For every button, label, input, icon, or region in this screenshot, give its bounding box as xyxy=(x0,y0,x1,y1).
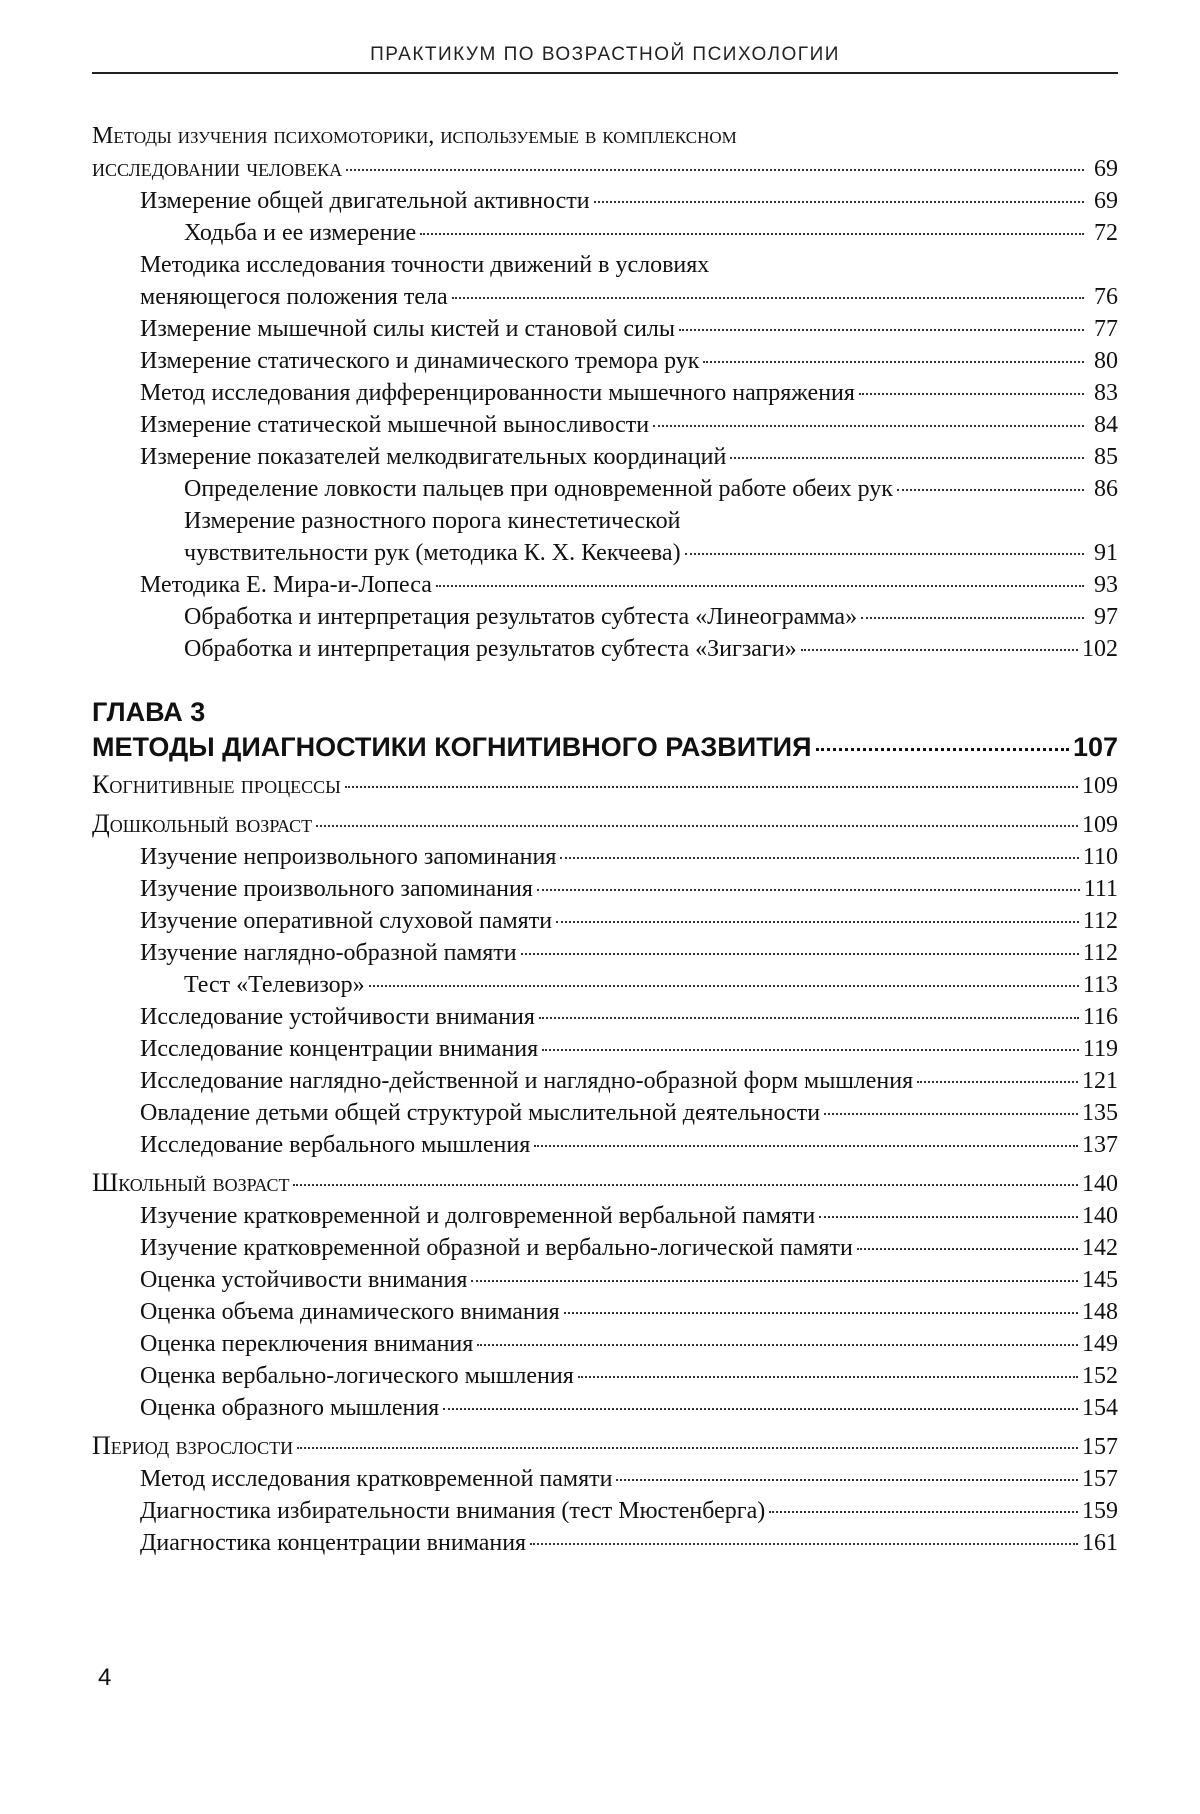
toc-entry-page: 72 xyxy=(1094,220,1118,246)
toc-entry-page: 137 xyxy=(1082,1132,1118,1158)
toc-entry-title: Когнитивные процессы xyxy=(92,770,341,799)
toc-entry[interactable] xyxy=(92,1200,1118,1232)
chapter-heading xyxy=(92,695,1118,765)
toc-entry-title: Оценка переключения внимания xyxy=(140,1331,474,1357)
toc-entry-section[interactable] xyxy=(92,808,1118,841)
toc-entry-chapter[interactable] xyxy=(92,729,1118,765)
dot-leader xyxy=(293,1184,1078,1186)
toc-entry-page: 161 xyxy=(1082,1530,1118,1556)
dot-leader xyxy=(477,1344,1078,1346)
toc-entry-title: исследовании человека xyxy=(92,153,343,182)
toc-entry[interactable] xyxy=(92,1264,1118,1296)
toc-entry-page: 116 xyxy=(1082,1004,1118,1030)
toc-entry-title: Изучение кратковременной образной и вербально-логической памяти xyxy=(140,1235,853,1261)
toc-entry-title: Тест «Телевизор» xyxy=(184,972,365,998)
toc-entry-section[interactable] xyxy=(92,1430,1118,1463)
dot-leader xyxy=(730,457,1084,459)
toc-entry-title: Оценка объема динамического внимания xyxy=(140,1299,560,1325)
toc-entry-page: 85 xyxy=(1094,444,1118,470)
toc-entry-page: 110 xyxy=(1082,844,1118,870)
toc-entry[interactable] xyxy=(92,873,1118,905)
toc-entry[interactable] xyxy=(92,1232,1118,1264)
toc-entry-line: Методика исследования точности движений в условиях xyxy=(140,252,710,278)
dot-leader xyxy=(801,649,1078,651)
dot-leader xyxy=(556,921,1079,923)
toc-entry[interactable] xyxy=(92,1392,1118,1424)
toc-entry-title: Измерение мышечной силы кистей и становой силы xyxy=(140,316,676,342)
toc-entry-line: Измерение разностного порога кинестетической xyxy=(184,508,681,534)
toc-entry-title: Изучение непроизвольного запоминания xyxy=(140,844,557,870)
toc-entry-page: 135 xyxy=(1082,1100,1118,1126)
toc-entry-page: 140 xyxy=(1082,1203,1118,1229)
toc-entry-title: Диагностика концентрации внимания xyxy=(140,1530,527,1556)
toc-entry-page: 154 xyxy=(1082,1395,1118,1421)
dot-leader xyxy=(560,857,1079,859)
dot-leader xyxy=(653,425,1084,427)
toc-entry[interactable] xyxy=(92,601,1118,633)
dot-leader xyxy=(819,1216,1078,1218)
toc-entry[interactable] xyxy=(92,345,1118,377)
dot-leader xyxy=(594,201,1084,203)
dot-leader xyxy=(816,748,1069,751)
toc-entry-page: 152 xyxy=(1082,1363,1118,1389)
toc-entry-section[interactable] xyxy=(92,1167,1118,1200)
toc-entry[interactable] xyxy=(92,1129,1118,1161)
dot-leader xyxy=(703,361,1084,363)
toc-entry-title: Оценка устойчивости внимания xyxy=(140,1267,468,1293)
toc-entry-page: 159 xyxy=(1082,1498,1118,1524)
toc-entry-page: 84 xyxy=(1094,412,1118,438)
toc-entry-title: Изучение произвольного запоминания xyxy=(140,876,533,902)
dot-leader xyxy=(564,1312,1078,1314)
toc-entry-title: Школьный возраст xyxy=(92,1168,290,1197)
toc-entry-section[interactable] xyxy=(92,769,1118,802)
toc-entry[interactable] xyxy=(92,313,1118,345)
dot-leader xyxy=(452,297,1084,299)
dot-leader xyxy=(897,489,1084,491)
toc-entry-page: 109 xyxy=(1082,773,1118,799)
running-head: ПРАКТИКУМ ПО ВОЗРАСТНОЙ ПСИХОЛОГИИ xyxy=(370,44,840,65)
toc-entry-page: 69 xyxy=(1094,188,1118,214)
toc-entry[interactable] xyxy=(92,1328,1118,1360)
toc-entry-page: 119 xyxy=(1082,1036,1118,1062)
toc-entry[interactable] xyxy=(92,377,1118,409)
dot-leader xyxy=(769,1511,1078,1513)
dot-leader xyxy=(578,1376,1078,1378)
toc-entry-title: Ходьба и ее измерение xyxy=(184,220,417,246)
toc-entry-page: 112 xyxy=(1082,908,1118,934)
toc-entry-title: Измерение показателей мелкодвигательных координаций xyxy=(140,444,727,470)
toc-entry-page: 69 xyxy=(1094,156,1118,182)
toc-entry[interactable] xyxy=(92,937,1118,969)
toc-entry-page: 113 xyxy=(1082,972,1118,998)
toc-entry[interactable] xyxy=(92,1495,1118,1527)
toc-entry-page: 112 xyxy=(1082,940,1118,966)
toc-entry-page: 97 xyxy=(1094,604,1118,630)
toc-entry-page: 102 xyxy=(1082,636,1118,662)
dot-leader xyxy=(685,553,1084,555)
toc-entry[interactable] xyxy=(92,569,1118,601)
table-of-contents xyxy=(92,120,1118,1559)
toc-entry[interactable] xyxy=(92,1296,1118,1328)
header-rule xyxy=(92,72,1118,74)
toc-entry-page: 142 xyxy=(1082,1235,1118,1261)
toc-entry-title: Оценка образного мышления xyxy=(140,1395,440,1421)
dot-leader xyxy=(521,953,1079,955)
toc-entry-title: Изучение оперативной слуховой памяти xyxy=(140,908,553,934)
toc-entry[interactable] xyxy=(92,1360,1118,1392)
dot-leader xyxy=(471,1280,1078,1282)
dot-leader xyxy=(917,1081,1078,1083)
toc-entry-title: Диагностика избирательности внимания (тест Мюстенберга) xyxy=(140,1498,766,1524)
toc-entry[interactable] xyxy=(92,969,1118,1001)
toc-entry-title: Обработка и интерпретация результатов субтеста «Зигзаги» xyxy=(184,636,797,662)
toc-entry-title: Обработка и интерпретация результатов субтеста «Линеограмма» xyxy=(184,604,858,630)
dot-leader xyxy=(859,393,1084,395)
toc-entry-page: 76 xyxy=(1094,284,1118,310)
toc-entry-title: Методика Е. Мира-и-Лопеса xyxy=(140,572,432,598)
toc-entry-title: Метод исследования кратковременной памяти xyxy=(140,1466,613,1492)
dot-leader xyxy=(861,617,1084,619)
toc-entry-title: меняющегося положения тела xyxy=(140,284,448,310)
toc-entry[interactable] xyxy=(92,217,1118,249)
dot-leader xyxy=(369,985,1079,987)
toc-entry-page: 145 xyxy=(1082,1267,1118,1293)
toc-entry-page: 77 xyxy=(1094,316,1118,342)
dot-leader xyxy=(857,1248,1078,1250)
toc-entry-title: Измерение статического и динамического тремора рук xyxy=(140,348,700,374)
dot-leader xyxy=(616,1479,1078,1481)
toc-entry-title: Исследование концентрации внимания xyxy=(140,1036,539,1062)
chapter-label: ГЛАВА 3 xyxy=(92,697,206,727)
toc-entry-title: Изучение наглядно-образной памяти xyxy=(140,940,517,966)
toc-entry-title: Измерение общей двигательной активности xyxy=(140,188,590,214)
toc-entry-page: 111 xyxy=(1083,876,1118,902)
toc-entry-page: 109 xyxy=(1082,812,1118,838)
toc-entry-title: Определение ловкости пальцев при одновременной работе обеих рук xyxy=(184,476,893,502)
dot-leader xyxy=(443,1408,1078,1410)
toc-entry-title: Исследование вербального мышления xyxy=(140,1132,531,1158)
dot-leader xyxy=(345,786,1078,788)
toc-entry-title: Оценка вербально-логического мышления xyxy=(140,1363,574,1389)
toc-entry-page: 93 xyxy=(1094,572,1118,598)
toc-entry-page: 140 xyxy=(1082,1171,1118,1197)
dot-leader xyxy=(297,1447,1078,1449)
dot-leader xyxy=(679,329,1084,331)
toc-entry-page: 80 xyxy=(1094,348,1118,374)
toc-entry[interactable] xyxy=(92,905,1118,937)
section-title-line: Методы изучения психомоторики, используемые в комплексном xyxy=(92,123,737,149)
toc-entry-title: Изучение кратковременной и долговременной вербальной памяти xyxy=(140,1203,816,1229)
toc-entry-page: 86 xyxy=(1094,476,1118,502)
toc-entry-page: 149 xyxy=(1082,1331,1118,1357)
toc-entry-title: Исследование наглядно-действенной и наглядно-образной форм мышления xyxy=(140,1068,914,1094)
toc-entry-title: Овладение детьми общей структурой мыслительной деятельности xyxy=(140,1100,821,1126)
toc-entry[interactable] xyxy=(92,1463,1118,1495)
dot-leader xyxy=(530,1543,1078,1545)
toc-entry-page: 107 xyxy=(1072,732,1118,762)
dot-leader xyxy=(346,169,1084,171)
toc-entry-page: 91 xyxy=(1094,540,1118,566)
toc-entry-title: Исследование устойчивости внимания xyxy=(140,1004,535,1030)
dot-leader xyxy=(420,233,1084,235)
toc-entry[interactable] xyxy=(92,633,1118,665)
toc-entry[interactable] xyxy=(92,1001,1118,1033)
toc-entry-section[interactable] xyxy=(92,152,1118,185)
toc-entry[interactable] xyxy=(92,281,1118,313)
page-number: 4 xyxy=(98,1664,112,1691)
chapter-title: МЕТОДЫ ДИАГНОСТИКИ КОГНИТИВНОГО РАЗВИТИЯ xyxy=(92,732,812,762)
dot-leader xyxy=(542,1049,1079,1051)
toc-entry-page: 157 xyxy=(1082,1466,1118,1492)
toc-entry[interactable] xyxy=(92,473,1118,505)
toc-entry[interactable] xyxy=(92,1065,1118,1097)
toc-entry-title: Период взрослости xyxy=(92,1431,294,1460)
dot-leader xyxy=(824,1113,1078,1115)
toc-entry[interactable] xyxy=(92,409,1118,441)
dot-leader xyxy=(534,1145,1078,1147)
dot-leader xyxy=(537,889,1080,891)
toc-entry[interactable] xyxy=(92,441,1118,473)
toc-entry[interactable] xyxy=(92,537,1118,569)
toc-entry[interactable] xyxy=(92,185,1118,217)
toc-entry[interactable] xyxy=(92,1527,1118,1559)
toc-entry[interactable] xyxy=(92,841,1118,873)
toc-entry[interactable] xyxy=(92,1033,1118,1065)
toc-entry-page: 83 xyxy=(1094,380,1118,406)
toc-entry-page: 157 xyxy=(1082,1434,1118,1460)
dot-leader xyxy=(316,825,1078,827)
toc-entry-title: чувствительности рук (методика К. Х. Кекчеева) xyxy=(184,540,681,566)
toc-entry-title: Дошкольный возраст xyxy=(92,809,313,838)
dot-leader xyxy=(436,585,1084,587)
toc-entry[interactable] xyxy=(92,1097,1118,1129)
toc-entry-page: 121 xyxy=(1082,1068,1118,1094)
toc-entry-title: Измерение статической мышечной выносливости xyxy=(140,412,650,438)
toc-entry-page: 148 xyxy=(1082,1299,1118,1325)
toc-entry-title: Метод исследования дифференцированности мышечного напряжения xyxy=(140,380,855,406)
dot-leader xyxy=(539,1017,1079,1019)
